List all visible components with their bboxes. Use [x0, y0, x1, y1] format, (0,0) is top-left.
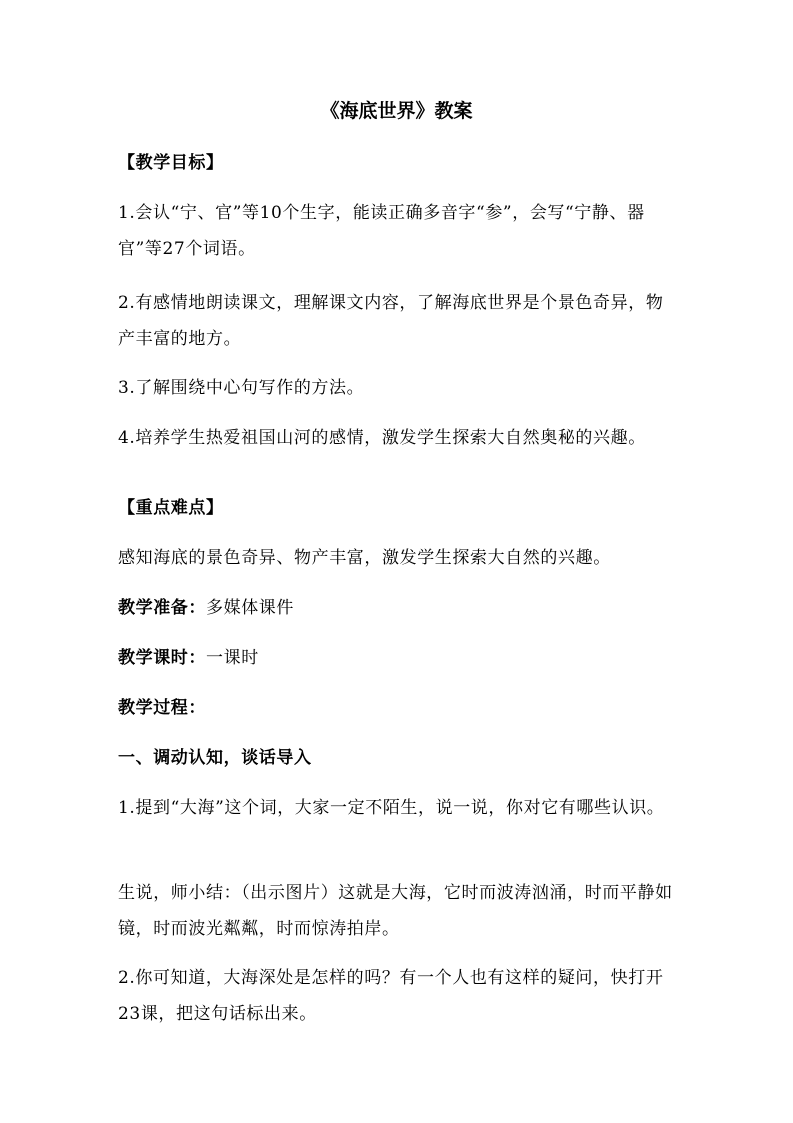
document-title: 《海底世界》教案	[320, 100, 473, 122]
goal-2: 2.有感情地朗读课文，理解课文内容，了解海底世界是个景色奇异，物产丰富的地方。	[118, 293, 664, 349]
key-text: 感知海底的景色奇异、物产丰富，激发学生探索大自然的兴趣。	[118, 548, 611, 568]
goals-heading: 【教学目标】	[118, 153, 224, 173]
key-heading: 【重点难点】	[118, 498, 224, 518]
step1-heading: 一、调动认知，谈话导入	[118, 748, 312, 768]
goal-3: 3.了解围绕中心句写作的方法。	[118, 378, 365, 398]
prep-value: 多媒体课件	[206, 598, 294, 618]
hours-label: 教学课时：	[118, 648, 206, 668]
hours-line	[118, 640, 678, 676]
step1-paragraph-2: 生说，师小结：（出示图片）这就是大海，它时而波涛汹涌，时而平静如镜，时而波光粼粼，时而惊涛拍岸。	[118, 883, 673, 939]
goal-1: 1.会认“宁、官”等10个生字，能读正确多音字“参”，会写“宁静、器官”等27个词语。	[118, 203, 645, 259]
step1-paragraph-3: 2.你可知道，大海深处是怎样的吗？有一个人也有这样的疑问，快打开23课，把这句话标出来。	[118, 968, 664, 1024]
hours-value: 一课时	[206, 648, 259, 668]
goal-4: 4.培养学生热爱祖国山河的感情，激发学生探索大自然奥秘的兴趣。	[118, 428, 646, 448]
prep-line	[118, 590, 678, 626]
process-label: 教学过程：	[118, 698, 206, 718]
prep-label: 教学准备：	[118, 598, 206, 618]
step1-paragraph-1: 1.提到“大海”这个词，大家一定不陌生，说一说，你对它有哪些认识。	[118, 798, 665, 818]
